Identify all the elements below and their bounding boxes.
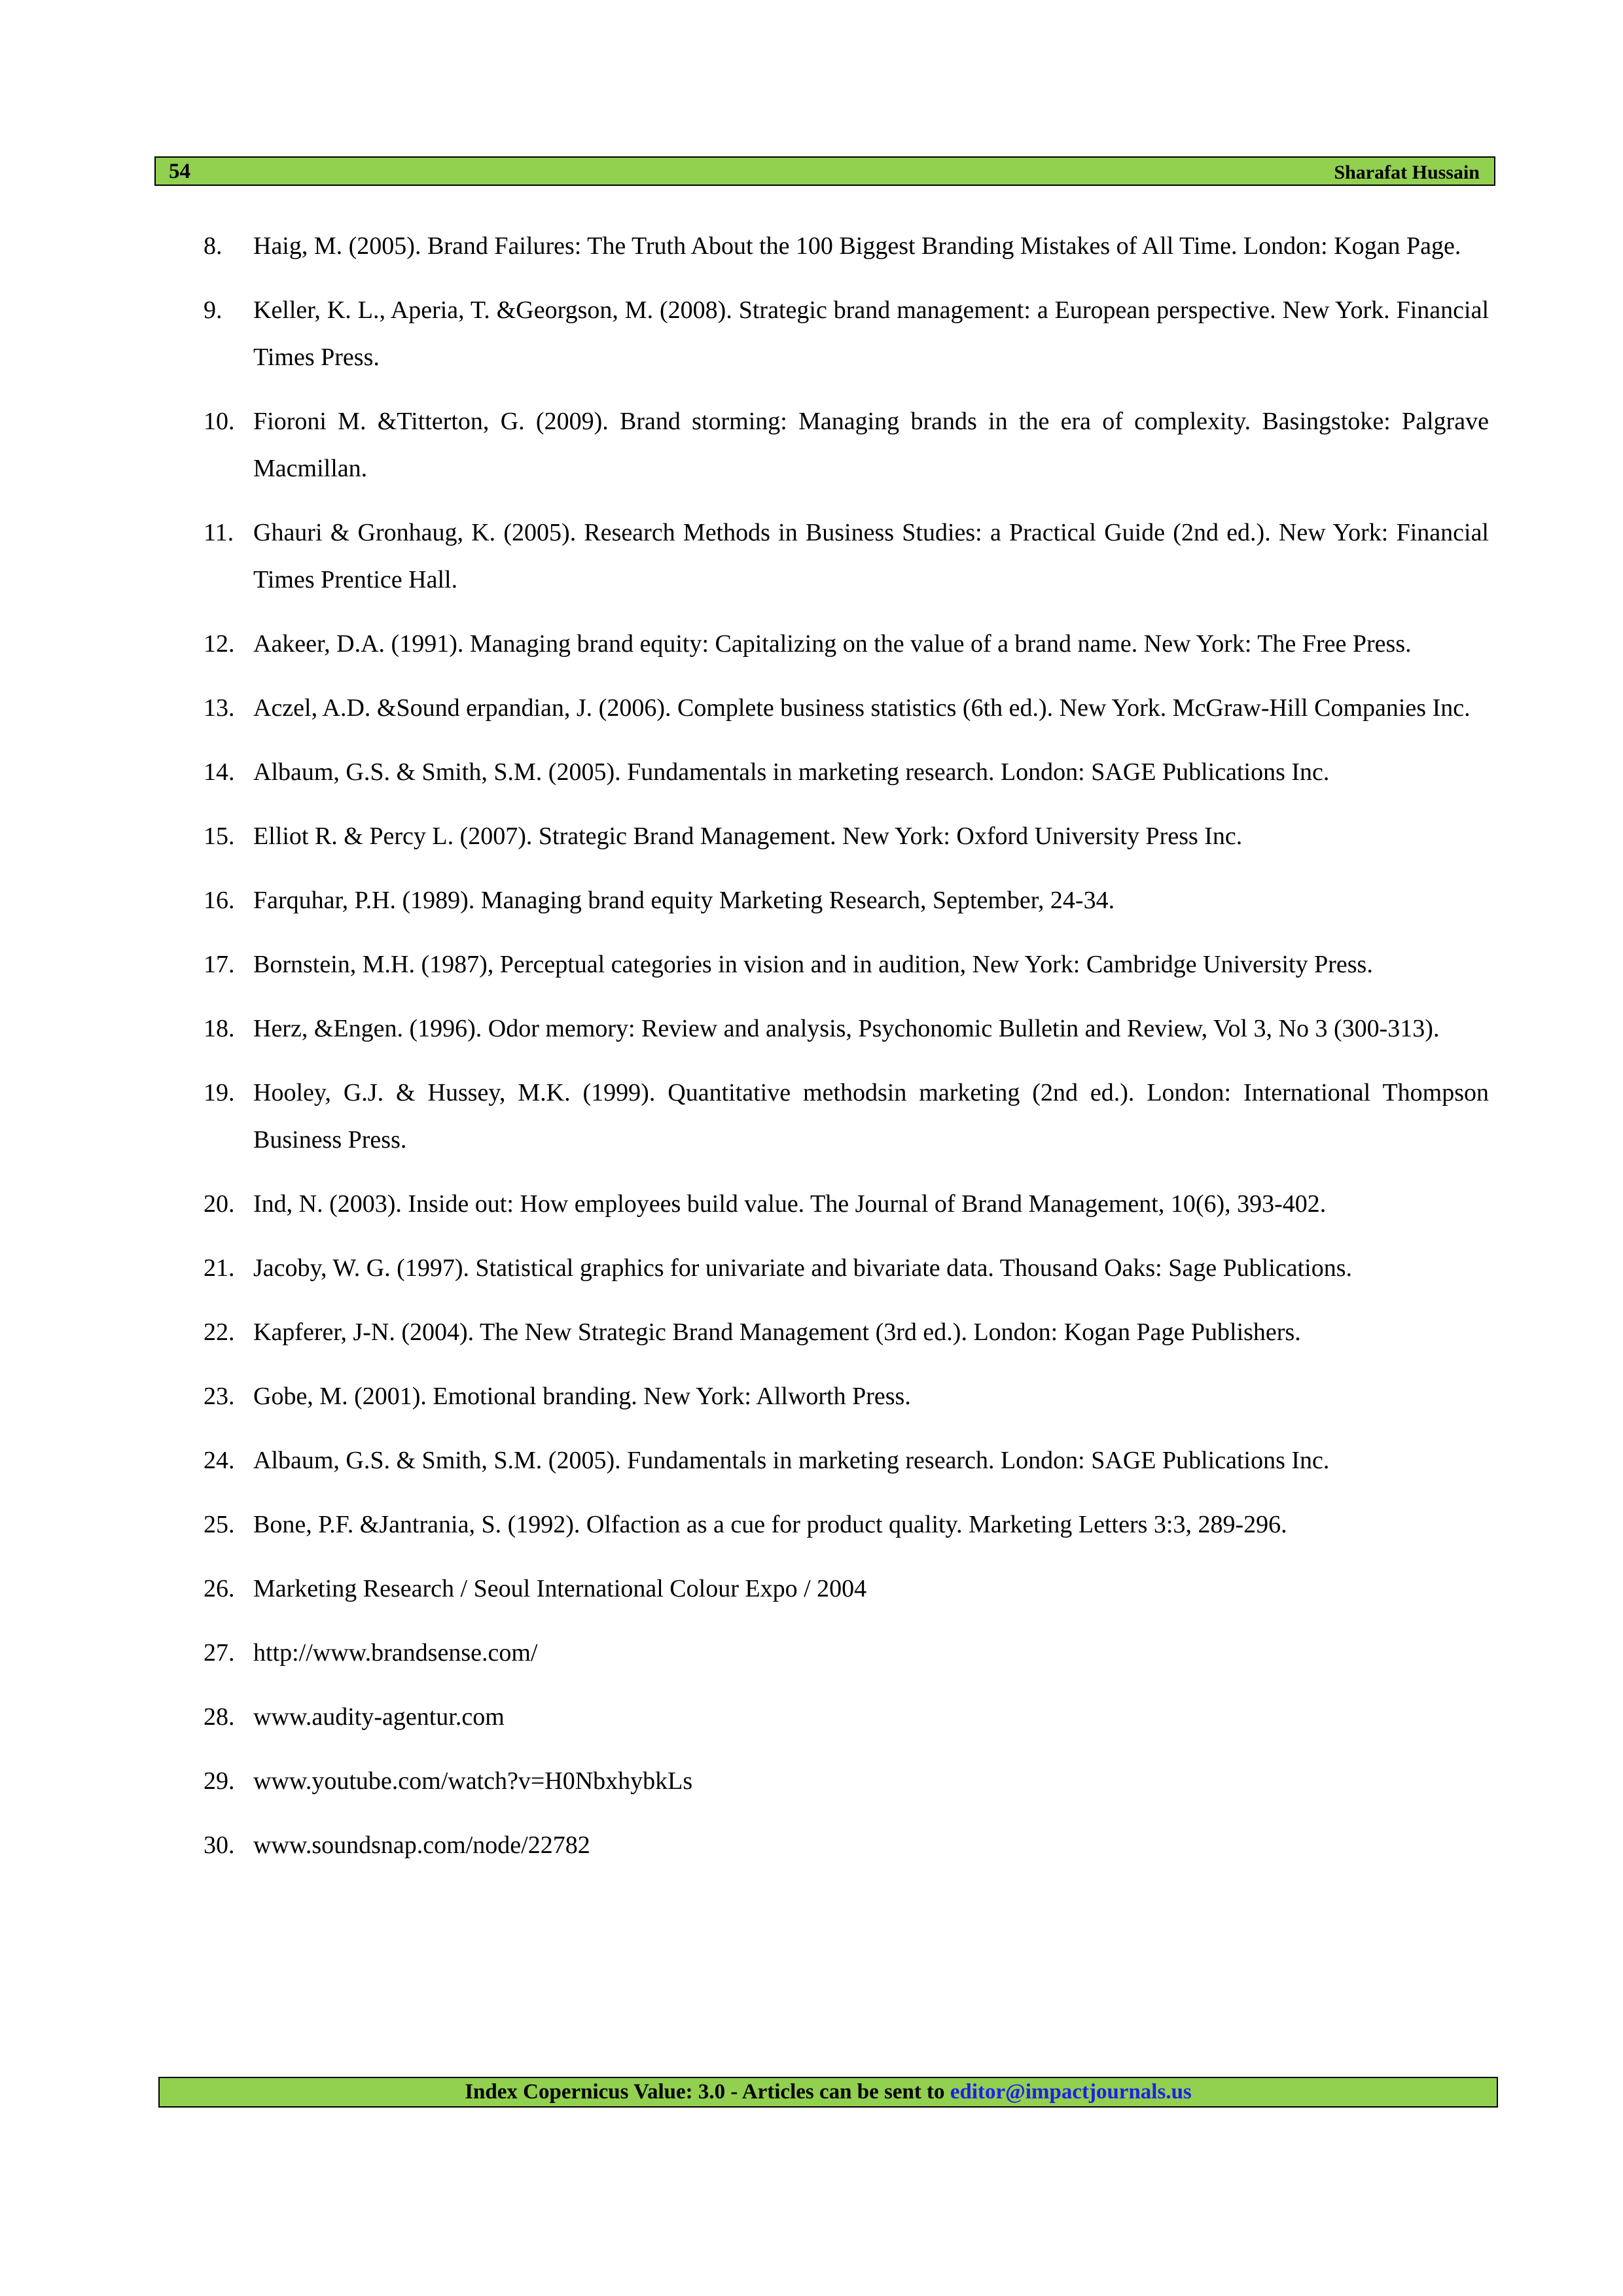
reference-number: 8. <box>204 232 223 260</box>
page-number: 54 <box>169 160 190 183</box>
reference-item <box>0 1437 1623 1484</box>
reference-number: 17. <box>204 951 235 978</box>
reference-number: 15. <box>204 822 235 850</box>
reference-text: Herz, &Engen. (1996). Odor memory: Review and analysis, Psychonomic Bulletin and Review, Vol 3, No 3 (300-313). <box>253 1015 1440 1042</box>
reference-item <box>0 287 1623 381</box>
reference-item <box>0 620 1623 667</box>
footer-email-link[interactable]: editor@impactjournals.us <box>950 2080 1192 2104</box>
reference-item <box>0 1693 1623 1740</box>
reference-item <box>0 509 1623 603</box>
reference-text: Aakeer, D.A. (1991). Managing brand equity: Capitalizing on the value of a brand name. New York: The Free Press. <box>253 630 1412 658</box>
reference-text: Ind, N. (2003). Inside out: How employees build value. The Journal of Brand Management, 10(6), 393-402. <box>253 1190 1327 1218</box>
reference-item <box>0 749 1623 796</box>
reference-item <box>0 684 1623 732</box>
reference-number: 13. <box>204 694 235 722</box>
reference-item <box>0 1501 1623 1548</box>
reference-item <box>0 1309 1623 1356</box>
reference-text: Jacoby, W. G. (1997). Statistical graphics for univariate and bivariate data. Thousand Oaks: Sage Publications. <box>253 1254 1352 1282</box>
reference-text: Haig, M. (2005). Brand Failures: The Truth About the 100 Biggest Branding Mistakes of All Time. London: Kogan Page. <box>253 232 1461 260</box>
reference-text: Kapferer, J-N. (2004). The New Strategic Brand Management (3rd ed.). London: Kogan Page Publishers. <box>253 1318 1301 1346</box>
reference-number: 21. <box>204 1254 235 1282</box>
reference-number: 26. <box>204 1575 235 1602</box>
reference-number: 11. <box>204 519 234 546</box>
reference-number: 29. <box>204 1767 235 1795</box>
reference-number: 28. <box>204 1703 235 1731</box>
reference-text: Bone, P.F. &Jantrania, S. (1992). Olfaction as a cue for product quality. Marketing Letters 3:3, 289-296. <box>253 1511 1287 1538</box>
reference-item <box>0 1245 1623 1292</box>
reference-text: Keller, K. L., Aperia, T. &Georgson, M. (2008). Strategic brand management: a European perspective. New York. Financial Times Press. <box>253 296 1489 371</box>
reference-item <box>0 1757 1623 1805</box>
reference-item <box>0 222 1623 270</box>
reference-text: Farquhar, P.H. (1989). Managing brand equity Marketing Research, September, 24-34. <box>253 887 1115 914</box>
reference-item <box>0 877 1623 924</box>
reference-number: 20. <box>204 1190 235 1218</box>
reference-text: Bornstein, M.H. (1987), Perceptual categories in vision and in audition, New York: Cambridge University Press. <box>253 951 1373 978</box>
reference-item <box>0 1822 1623 1869</box>
reference-item <box>0 1069 1623 1163</box>
reference-text: Gobe, M. (2001). Emotional branding. New York: Allworth Press. <box>253 1383 911 1410</box>
reference-item <box>0 1373 1623 1420</box>
reference-text: Fioroni M. &Titterton, G. (2009). Brand storming: Managing brands in the era of complexity. Basingstoke: Palgrave Macmillan. <box>253 408 1489 482</box>
reference-number: 30. <box>204 1831 235 1859</box>
page-header <box>154 156 1495 186</box>
reference-text: Hooley, G.J. & Hussey, M.K. (1999). Quantitative methodsin marketing (2nd ed.). London: International Thompson Business Press. <box>253 1079 1489 1154</box>
reference-number: 27. <box>204 1639 235 1667</box>
reference-number: 18. <box>204 1015 235 1042</box>
reference-item <box>0 813 1623 860</box>
reference-text: Marketing Research / Seoul International Colour Expo / 2004 <box>253 1575 867 1602</box>
reference-number: 22. <box>204 1318 235 1346</box>
footer-text: Index Copernicus Value: 3.0 - Articles can be sent to <box>465 2080 950 2104</box>
reference-text: Elliot R. & Percy L. (2007). Strategic Brand Management. New York: Oxford University Press Inc. <box>253 822 1243 850</box>
reference-item <box>0 1180 1623 1227</box>
reference-list <box>0 222 1623 1886</box>
reference-number: 12. <box>204 630 235 658</box>
reference-text: http://www.brandsense.com/ <box>253 1639 538 1667</box>
reference-number: 19. <box>204 1079 235 1106</box>
reference-text: Albaum, G.S. & Smith, S.M. (2005). Fundamentals in marketing research. London: SAGE Publications Inc. <box>253 1447 1330 1474</box>
reference-item <box>0 1005 1623 1052</box>
reference-number: 9. <box>204 296 223 324</box>
reference-item <box>0 941 1623 988</box>
page-footer <box>158 2077 1498 2108</box>
reference-number: 24. <box>204 1447 235 1474</box>
reference-number: 10. <box>204 408 235 435</box>
reference-item <box>0 1629 1623 1676</box>
reference-text: Albaum, G.S. & Smith, S.M. (2005). Fundamentals in marketing research. London: SAGE Publications Inc. <box>253 758 1330 786</box>
reference-text: www.audity-agentur.com <box>253 1703 505 1731</box>
reference-item <box>0 1565 1623 1612</box>
reference-number: 16. <box>204 887 235 914</box>
reference-text: Ghauri & Gronhaug, K. (2005). Research Methods in Business Studies: a Practical Guide (2nd ed.). New York: Financial Times Prentice Hall. <box>253 519 1489 593</box>
author-name: Sharafat Hussain <box>1334 162 1480 183</box>
reference-number: 14. <box>204 758 235 786</box>
reference-text: www.youtube.com/watch?v=H0NbxhybkLs <box>253 1767 693 1795</box>
reference-number: 25. <box>204 1511 235 1538</box>
reference-item <box>0 398 1623 492</box>
reference-text: Aczel, A.D. &Sound erpandian, J. (2006). Complete business statistics (6th ed.). New York. McGraw-Hill Companies Inc. <box>253 694 1471 722</box>
reference-text: www.soundsnap.com/node/22782 <box>253 1831 590 1859</box>
reference-number: 23. <box>204 1383 235 1410</box>
